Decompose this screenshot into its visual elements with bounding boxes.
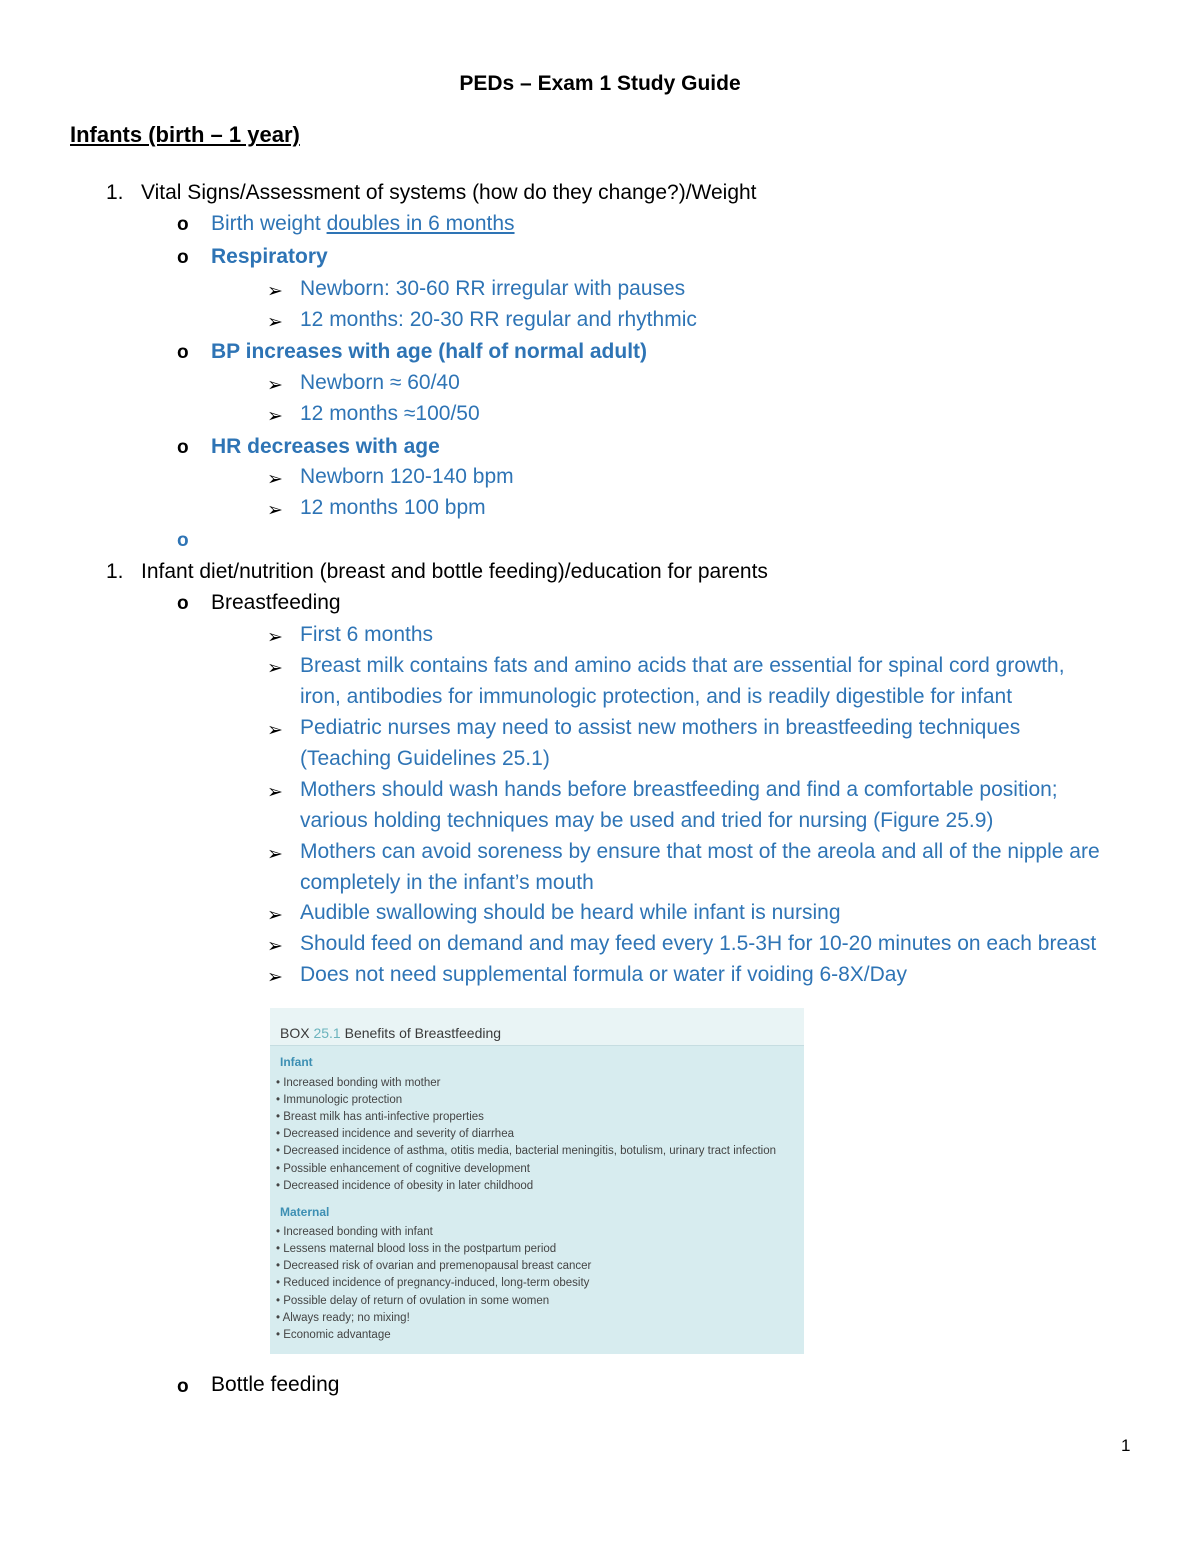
box-list-item: • Increased bonding with mother xyxy=(276,1077,441,1089)
box-list-item: • Decreased incidence and severity of diarrhea xyxy=(276,1128,514,1140)
list-item-vital-signs: Vital Signs/Assessment of systems (how do they change?)/Weight xyxy=(141,181,757,204)
hr-12-months: 12 months 100 bpm xyxy=(300,496,486,519)
list-item-infant-diet: Infant diet/nutrition (breast and bottle feeding)/education for parents xyxy=(141,560,768,583)
breastfeeding-point: Audible swallowing should be heard while infant is nursing xyxy=(300,901,841,924)
arrow-bullet-icon: ➢ xyxy=(267,312,283,333)
hr-label: HR decreases with age xyxy=(211,435,440,458)
arrow-bullet-icon: ➢ xyxy=(267,967,283,988)
bullet-o: o xyxy=(177,437,189,458)
bp-12-months: 12 months ≈100/50 xyxy=(300,402,480,425)
arrow-bullet-icon: ➢ xyxy=(267,627,283,648)
arrow-bullet-icon: ➢ xyxy=(267,720,283,741)
arrow-bullet-icon: ➢ xyxy=(267,500,283,521)
breastfeeding-point: Does not need supplemental formula or water if voiding 6-8X/Day xyxy=(300,963,907,986)
document-title: PEDs – Exam 1 Study Guide xyxy=(459,72,741,95)
arrow-bullet-icon: ➢ xyxy=(267,469,283,490)
box-title-text: Benefits of Breastfeeding xyxy=(340,1025,502,1041)
box-list-item: • Breast milk has anti-infective properties xyxy=(276,1111,484,1123)
breastfeeding-point-continued: (Teaching Guidelines 25.1) xyxy=(300,747,550,770)
breastfeeding-point-continued: completely in the infant’s mouth xyxy=(300,871,594,894)
box-title-prefix: BOX xyxy=(280,1025,314,1041)
section-heading: Infants (birth – 1 year) xyxy=(70,122,300,147)
box-list-item: • Economic advantage xyxy=(276,1329,391,1341)
box-list-item: • Increased bonding with infant xyxy=(276,1226,433,1238)
list-number: 1. xyxy=(106,181,124,204)
box-list-item: • Decreased incidence of asthma, otitis media, bacterial meningitis, botulism, urinary tract infection xyxy=(276,1145,777,1157)
box-list-item: • Always ready; no mixing! xyxy=(276,1312,410,1324)
box-maternal-heading: Maternal xyxy=(280,1205,330,1219)
box-list-item: • Lessens maternal blood loss in the postpartum period xyxy=(276,1243,557,1255)
bp-newborn: Newborn ≈ 60/40 xyxy=(300,371,460,394)
arrow-bullet-icon: ➢ xyxy=(267,375,283,396)
box-number: 25.1 xyxy=(313,1025,341,1041)
breastfeeding-point: Should feed on demand and may feed every 1.5-3H for 10-20 minutes on each breast xyxy=(300,932,1097,955)
respiratory-12-months: 12 months: 20-30 RR regular and rhythmic xyxy=(300,308,697,331)
arrow-bullet-icon: ➢ xyxy=(267,406,283,427)
birth-weight-text: Birth weight xyxy=(211,212,327,235)
hr-newborn: Newborn 120-140 bpm xyxy=(300,465,514,488)
breastfeeding-point: Mothers can avoid soreness by ensure that most of the areola and all of the nipple are xyxy=(300,840,1100,863)
birth-weight-underlined: doubles in 6 months xyxy=(326,212,515,235)
box-infant-heading: Infant xyxy=(280,1055,313,1069)
bullet-o: o xyxy=(177,214,189,235)
bp-label: BP increases with age (half of normal adult) xyxy=(211,340,648,363)
arrow-bullet-icon: ➢ xyxy=(267,658,283,679)
box-list-item: • Immunologic protection xyxy=(276,1094,403,1106)
bullet-o: o xyxy=(177,247,189,268)
list-number: 1. xyxy=(106,560,124,583)
bottle-feeding-label: Bottle feeding xyxy=(211,1373,340,1396)
birth-weight-item xyxy=(211,212,515,236)
breastfeeding-point: Pediatric nurses may need to assist new mothers in breastfeeding techniques xyxy=(300,716,1021,739)
box-list-item: • Possible enhancement of cognitive development xyxy=(276,1163,530,1175)
bullet-o: o xyxy=(177,593,189,614)
box-list-item: • Decreased incidence of obesity in later childhood xyxy=(276,1180,534,1192)
arrow-bullet-icon: ➢ xyxy=(267,782,283,803)
arrow-bullet-icon: ➢ xyxy=(267,936,283,957)
respiratory-label: Respiratory xyxy=(211,245,328,268)
benefits-of-breastfeeding-box xyxy=(270,1008,804,1354)
breastfeeding-point: First 6 months xyxy=(300,623,434,646)
box-list-item: • Decreased risk of ovarian and premenopausal breast cancer xyxy=(276,1260,592,1272)
breastfeeding-label: Breastfeeding xyxy=(211,591,341,614)
box-header xyxy=(270,1008,804,1046)
arrow-bullet-icon: ➢ xyxy=(267,844,283,865)
box-list-item: • Reduced incidence of pregnancy-induced, long-term obesity xyxy=(276,1277,590,1289)
arrow-bullet-icon: ➢ xyxy=(267,905,283,926)
breastfeeding-point: Mothers should wash hands before breastfeeding and find a comfortable position; xyxy=(300,778,1058,801)
bullet-o: o xyxy=(177,342,189,363)
breastfeeding-point-continued: various holding techniques may be used and tried for nursing (Figure 25.9) xyxy=(300,809,994,832)
breastfeeding-point-continued: iron, antibodies for immunologic protection, and is readily digestible for infant xyxy=(300,685,1013,708)
bullet-o-empty: o xyxy=(177,530,189,551)
page-number: 1 xyxy=(1121,1436,1131,1455)
arrow-bullet-icon: ➢ xyxy=(267,281,283,302)
box-list-item: • Possible delay of return of ovulation in some women xyxy=(276,1295,550,1307)
bullet-o: o xyxy=(177,1376,189,1397)
respiratory-newborn: Newborn: 30-60 RR irregular with pauses xyxy=(300,277,686,300)
breastfeeding-point: Breast milk contains fats and amino acids that are essential for spinal cord growth, xyxy=(300,654,1065,677)
box-title xyxy=(280,1025,501,1041)
